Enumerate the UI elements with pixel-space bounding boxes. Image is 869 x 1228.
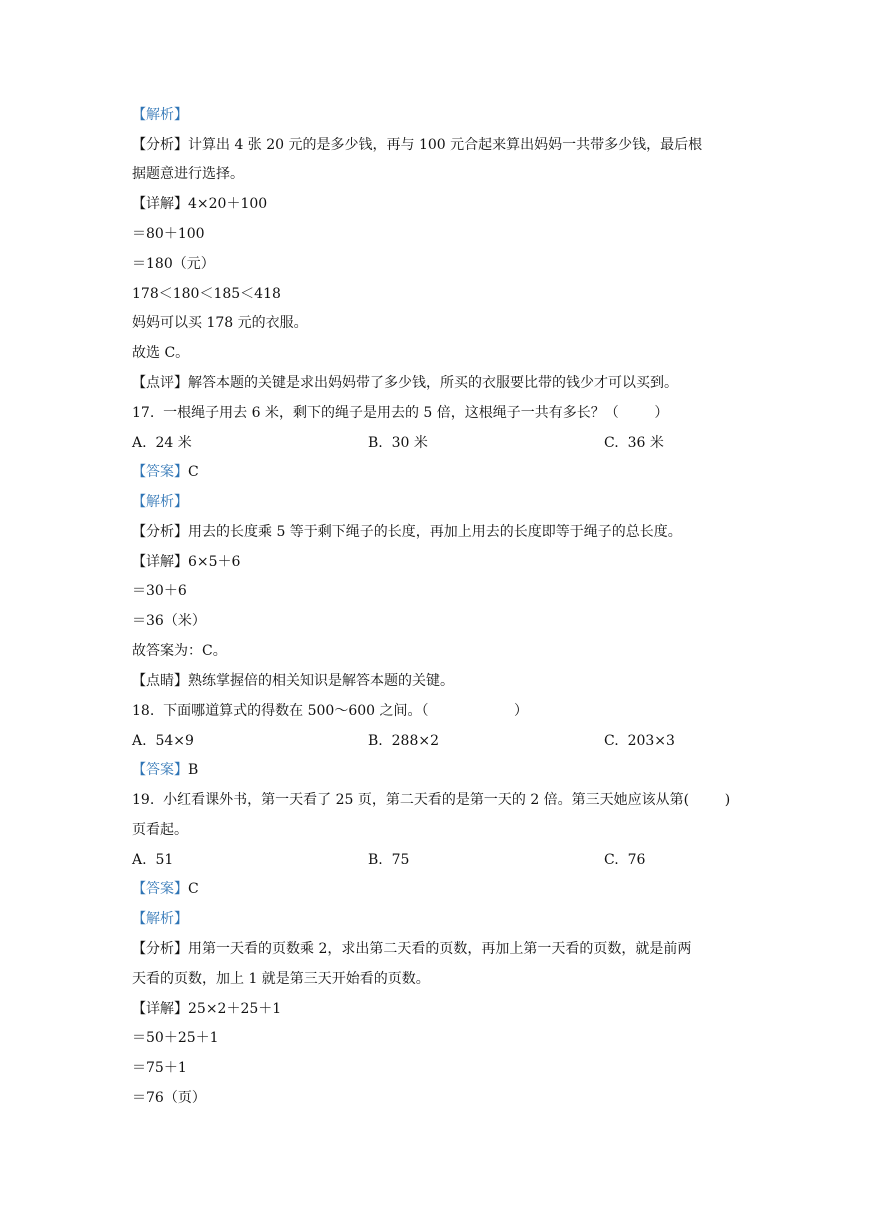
answer-value: C xyxy=(188,881,199,897)
answer-value: B xyxy=(188,762,199,778)
fenxi-text: 用第一天看的页数乘 2，求出第二天看的页数，再加上第一天看的页数，就是前两 xyxy=(188,941,692,957)
fenxi-text: 计算出 4 张 20 元的是多少钱，再与 100 元合起来算出妈妈一共带多少钱，最后根 xyxy=(188,137,703,153)
comparison-line: 178＜180＜185＜418 xyxy=(132,286,281,302)
fenxi-label: 【分析】 xyxy=(132,941,188,957)
q19-answer-line xyxy=(132,880,199,898)
conclusion-line: 妈妈可以买 178 元的衣服。 xyxy=(132,315,308,331)
xiangjie-line xyxy=(132,195,267,213)
q17-conclusion: 故答案为：C。 xyxy=(132,643,227,659)
answer-label: 【答案】 xyxy=(132,881,188,897)
question-18-stem: 18. 下面哪道算式的得数在 500～600 之间。（ xyxy=(132,703,429,719)
q19-fenxi-line xyxy=(132,940,691,958)
fenxi-label: 【分析】 xyxy=(132,524,188,540)
q18-option-a: A. 54×9 xyxy=(132,733,194,749)
q17-fenxi-line xyxy=(132,523,682,541)
fenxi-continuation: 据题意进行选择。 xyxy=(132,166,244,182)
dianjing-label: 【点睛】 xyxy=(132,673,188,689)
xiangjie-label: 【详解】 xyxy=(132,1001,188,1017)
q17-dianjing-line xyxy=(132,672,454,690)
q17-answer-line xyxy=(132,463,199,481)
calc-step-2: ＝180（元） xyxy=(132,256,215,272)
calc-step-1: ＝80＋100 xyxy=(132,226,205,242)
q17-option-c: C. 36 米 xyxy=(604,435,664,451)
q17-xiangjie-line xyxy=(132,553,240,571)
q17-calc-step-1: ＝30＋6 xyxy=(132,583,187,599)
q19-option-c: C. 76 xyxy=(604,852,646,868)
fenxi-text: 用去的长度乘 5 等于剩下绳子的长度，再加上用去的长度即等于绳子的总长度。 xyxy=(188,524,682,540)
q18-answer-blank-close: ） xyxy=(514,703,528,719)
q19-fenxi-continuation: 天看的页数，加上 1 就是第三天开始看的页数。 xyxy=(132,971,430,987)
q19-calc-step-2: ＝75＋1 xyxy=(132,1060,187,1076)
question-19-stem: 19. 小红看课外书，第一天看了 25 页，第二天看的是第一天的 2 倍。第三天她应该从第( ) xyxy=(132,792,731,808)
question-17-stem: 17. 一根绳子用去 6 米，剩下的绳子是用去的 5 倍，这根绳子一共有多长？（ ） xyxy=(132,405,669,421)
xiangjie-label: 【详解】 xyxy=(132,196,188,212)
answer-value: C xyxy=(188,464,199,480)
question-19-stem-continuation: 页看起。 xyxy=(132,822,188,838)
q19-xiangjie-line xyxy=(132,1000,281,1018)
q17-calc-step-2: ＝36（米） xyxy=(132,613,206,629)
xiangjie-expression: 25×2＋25＋1 xyxy=(188,1001,282,1017)
q17-option-b: B. 30 米 xyxy=(368,435,428,451)
xiangjie-expression: 6×5＋6 xyxy=(188,554,241,570)
q17-jiexi-heading: 【解析】 xyxy=(132,494,188,510)
q18-option-c: C. 203×3 xyxy=(604,733,675,749)
q18-option-b: B. 288×2 xyxy=(368,733,439,749)
dianping-text: 解答本题的关键是求出妈妈带了多少钱，所买的衣服要比带的钱少才可以买到。 xyxy=(188,375,678,391)
q19-calc-step-1: ＝50＋25＋1 xyxy=(132,1030,219,1046)
dianping-line xyxy=(132,374,678,392)
xiangjie-expression: 4×20＋100 xyxy=(188,196,268,212)
q19-option-a: A. 51 xyxy=(132,852,174,868)
fenxi-line xyxy=(132,136,702,154)
q19-jiexi-heading: 【解析】 xyxy=(132,911,188,927)
xiangjie-label: 【详解】 xyxy=(132,554,188,570)
answer-label: 【答案】 xyxy=(132,762,188,778)
q18-answer-line xyxy=(132,761,198,779)
dianping-label: 【点评】 xyxy=(132,375,188,391)
answer-label: 【答案】 xyxy=(132,464,188,480)
q17-option-a: A. 24 米 xyxy=(132,435,192,451)
q19-option-b: B. 75 xyxy=(368,852,410,868)
fenxi-label: 【分析】 xyxy=(132,137,188,153)
choice-line: 故选 C。 xyxy=(132,345,190,361)
q19-calc-step-3: ＝76（页） xyxy=(132,1090,206,1106)
jiexi-heading: 【解析】 xyxy=(132,107,188,123)
dianjing-text: 熟练掌握倍的相关知识是解答本题的关键。 xyxy=(188,673,454,689)
